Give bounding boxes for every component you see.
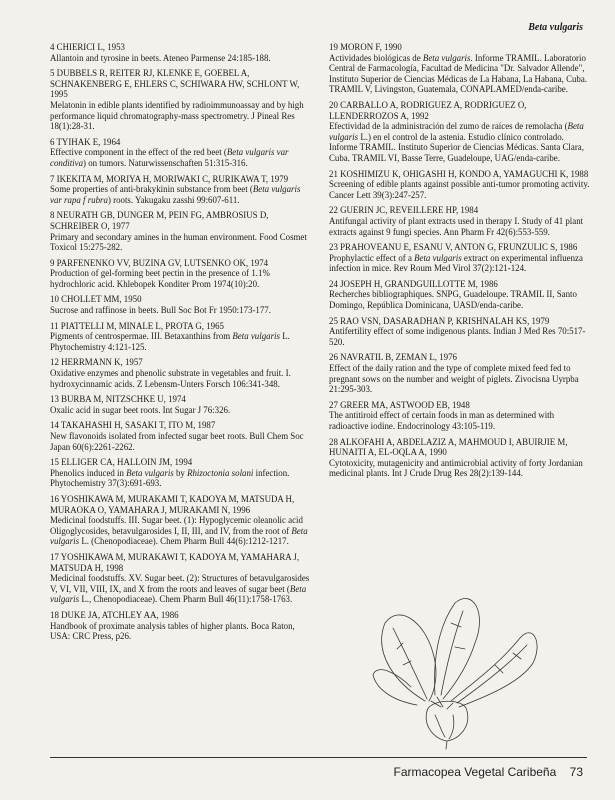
reference-authors: 5 DUBBELS R, REITER RJ, KLENKE E, GOEBEL A, SCHNAKENBERG E, EHLERS C, SCHIWARA HW, SCHLONT W, 1995 <box>50 68 300 100</box>
reference-entry <box>329 100 591 164</box>
species-name: Beta vulgaris <box>50 525 308 547</box>
reference-authors: 27 GREER MA, ASTWOOD EB, 1948 <box>329 399 470 410</box>
reference-authors: 19 MORON F, 1990 <box>329 42 402 52</box>
reference-authors: 24 JOSEPH H, GRANDGUILLOTTE M, 1986 <box>329 278 498 289</box>
reference-authors: 12 HERRMANN K, 1957 <box>50 357 143 368</box>
species-name: Beta vulgaris <box>50 583 307 605</box>
species-name: Beta vulgaris <box>232 331 280 342</box>
reference-citation: Effective component in the effect of the red beet (Beta vulgaris var conditiva) on tumors. Naturwissenschaften 51:315-316. <box>50 147 289 168</box>
reference-entry <box>329 437 591 479</box>
reference-entry <box>329 279 591 311</box>
reference-citation: Medicinal foodstuffs. III. Sugar beet. (1): Hypoglycemic oleanolic acid Oligoglycosides, betavulgarosides I, II, III, and IV, from the root of Beta vulgaris L. (Chenopodiaceae). Chem Pharm Bull 44(6):1212-1217. <box>50 515 308 547</box>
reference-authors: 8 NEURATH GB, DUNGER M, PEIN FG, AMBROSIUS D, SCHREIBER O, 1977 <box>50 210 269 231</box>
reference-authors: 13 BURBA M, NITZSCHKE U, 1974 <box>50 394 186 405</box>
reference-authors: 22 GUERIN JC, REVEILLERE HP, 1984 <box>329 205 479 216</box>
species-name: Beta vulgaris var conditiva <box>50 147 289 168</box>
reference-entry <box>329 205 591 237</box>
reference-entry <box>50 457 312 489</box>
reference-citation: Melatonin in edible plants identified by radioimmunoassay and by high performance liquid chromatography-mass spectrometry. J Pineal Res 18(1):28-31. <box>50 99 304 132</box>
reference-entry <box>50 210 312 252</box>
species-name: Beta vulgaris var rapa f rubra <box>50 184 301 205</box>
beet-illustration <box>355 583 555 751</box>
reference-citation: Phenolics induced in Beta vulgaris by Rhizoctonia solani infection. Phytochemistry 37(3):691-693. <box>50 467 290 489</box>
reference-citation: Antifungal activity of plant extracts used in therapy I. Study of 41 plant extracts against 9 fungi species. Ann Pharm Fr 42(6):553-559. <box>329 215 584 237</box>
reference-citation: Antifertility effect of some indigenous plants. Indian J Med Res 70:517-520. <box>329 326 586 347</box>
reference-entry <box>50 137 312 169</box>
reference-citation: Some properties of anti-brakykinin substance from beet (Beta vulgaris var rapa f rubra) roots. Yakugaku zasshi 99:607-611. <box>50 184 301 205</box>
reference-authors: 6 TYIHAK E, 1964 <box>50 136 121 147</box>
running-head: Beta vulgaris <box>528 22 583 33</box>
reference-entry <box>50 174 312 206</box>
references-right-column <box>329 42 591 484</box>
reference-citation: Handbook of proximate analysis tables of higher plants. Boca Raton, USA: CRC Press, p26. <box>50 620 295 642</box>
species-name: Beta vulgaris <box>414 252 462 263</box>
reference-authors: 9 PARFENENKO VV, BUZINA GV, LUTSENKO OK, 1974 <box>50 257 269 268</box>
reference-entry <box>50 42 312 63</box>
species-name: Beta vulgaris <box>126 467 174 478</box>
reference-authors: 7 IKEKITA M, MORIYA H, MORIWAKI C, RURIKAWA T, 1979 <box>50 173 289 184</box>
reference-citation: Pigments of centrospermae. III. Betaxanthins from Beta vulgaris L. Phytochemistry 4:121-125. <box>50 331 290 352</box>
reference-citation: Production of gel-forming beet pectin in the presence of 1.1% hydrochloric acid. Khlebopek Konditer Prom 1974(10):20. <box>50 268 270 289</box>
reference-citation: Medicinal foodstuffs. XV. Sugar beet. (2): Structures of betavulgarosides V, VI, VII, VIII, IX, and X from the roots and leaves of sugar beet (Beta vulgaris L., Chenopodiaceae). Chem Pharm Bull 46(11):1758-1763. <box>50 573 310 605</box>
reference-authors: 18 DUKE JA, ATCHLEY AA, 1986 <box>50 609 179 620</box>
references-left-column <box>50 42 312 647</box>
page-number: 73 <box>569 765 583 779</box>
reference-entry <box>50 394 312 415</box>
reference-citation: Cytotoxicity, mutagenicity and antimicrobial activity of forty Jordanian medicinal plants. Int J Crude Drug Res 28(2):139-144. <box>329 457 583 479</box>
reference-authors: 25 RAO VSN, DASARADHAN P, KRISHNALAH KS, 1979 <box>329 315 550 326</box>
reference-entry <box>50 420 312 452</box>
reference-authors: 4 CHIERICI L, 1953 <box>50 42 125 52</box>
reference-citation: Screening of edible plants against possible anti-tumor promoting activity. Cancer Lett 39(3):247-257. <box>329 179 590 200</box>
reference-entry <box>50 610 312 642</box>
species-name: Rhizoctonia solani <box>187 467 254 478</box>
reference-citation: Efectividad de la administración del zumo de raíces de remolacha (Beta vulgaris L.) en el control de la astenia. Estudio clínico controlado. Informe TRAMIL. Instituto Superior de Ciencias Médicas. Santa Clara, Cuba. TRAMIL VI, Basse Terre, Guadeloupe, UAG/enda-caribe. <box>329 121 584 163</box>
reference-authors: 11 PIATTELLI M, MINALE L, PROTA G, 1965 <box>50 320 224 331</box>
reference-citation: Oxalic acid in sugar beet roots. Int Sugar J 76:326. <box>50 404 231 415</box>
footer-rule <box>50 757 587 758</box>
reference-authors: 15 ELLIGER CA, HALLOIN JM, 1994 <box>50 457 193 468</box>
reference-entry <box>329 169 591 201</box>
species-name: Beta vulgaris <box>422 52 471 63</box>
reference-authors: 23 PRAHOVEANU E, ESANU V, ANTON G, FRUNZULIC S, 1986 <box>329 242 578 253</box>
reference-entry <box>329 400 591 432</box>
reference-entry <box>329 42 591 95</box>
reference-citation: New flavonoids isolated from infected sugar beet roots. Bull Chem Soc Japan 60(6):2261-2262. <box>50 431 304 452</box>
reference-entry <box>50 321 312 353</box>
reference-entry <box>329 242 591 274</box>
reference-citation: Actividades biológicas de Beta vulgaris. Informe TRAMIL. Laboratorio Central de Farmacología, Facultad de Medicina "Dr. Salvador Allende", Instituto Superior de Ciencias Médicas de La Habana, La Habana, Cuba. TRAMIL V, Livingston, Guatemala, CONAPLAMED/enda-caribe. <box>329 52 588 95</box>
reference-entry <box>329 352 591 394</box>
reference-authors: 10 CHOLLET MM, 1950 <box>50 294 142 305</box>
species-name: Beta vulgaris <box>329 121 584 142</box>
reference-citation: The antitiroid effect of certain foods in man as determined with radioactive iodine. Endocrinology 43:105-119. <box>329 410 555 431</box>
page-footer <box>394 765 583 779</box>
reference-authors: 26 NAVRATIL B, ZEMAN L, 1976 <box>329 352 457 363</box>
reference-entry <box>50 494 312 547</box>
reference-entry <box>50 68 312 132</box>
reference-citation: Sucrose and raffinose in beets. Bull Soc Bot Fr 1950:173-177. <box>50 305 271 316</box>
reference-entry <box>50 552 312 605</box>
footer-book-title: Farmacopea Vegetal Caribeña <box>393 765 557 779</box>
reference-entry <box>329 316 591 348</box>
reference-citation: Primary and secondary amines in the human environment. Food Cosmet Toxicol 15:275-282. <box>50 231 307 253</box>
reference-citation: Recherches bibliographiques. SNPG, Guadeloupe. TRAMIL II, Santo Domingo, República Dominicana, UASD/enda-caribe. <box>329 289 577 311</box>
reference-entry <box>50 294 312 315</box>
reference-authors: 20 CARBALLO A, RODRIGUEZ A, RODRIGUEZ O, LLENDERROZOS A, 1992 <box>329 99 527 121</box>
reference-authors: 17 YOSHIKAWA M, MURAKAWI T, KADOYA M, YAMAHARA J, MATSUDA H, 1998 <box>50 551 300 573</box>
reference-entry <box>50 357 312 389</box>
reference-citation: Prophylactic effect of a Beta vulgaris extract on experimental influenza infection in mice. Rev Roum Med Virol 37(2):121-124. <box>329 252 583 274</box>
reference-citation: Effect of the daily ration and the type of complete mixed feed fed to pregnant sows on the number and weight of piglets. Zivocisna Uyrpba 21:295-303. <box>329 363 579 395</box>
reference-entry <box>50 258 312 290</box>
reference-authors: 28 ALKOFAHI A, ABDELAZIZ A, MAHMOUD I, ABUIRJIE M, HUNAITI A, EL-OQLA A, 1990 <box>329 436 568 458</box>
reference-citation: Allantoin and tyrosine in beets. Ateneo Parmense 24:185-188. <box>50 52 271 63</box>
reference-authors: 14 TAKAHASHI H, SASAKI T, ITO M, 1987 <box>50 420 216 431</box>
reference-citation: Oxidative enzymes and phenolic substrate in vegetables and fruit. I. hydroxycinnamic acids. Z Lebensm-Unters Forsch 106:341-348. <box>50 368 291 389</box>
reference-authors: 21 KOSHIMIZU K, OHIGASHI H, KONDO A, YAMAGUCHI K, 1988 <box>329 168 589 179</box>
reference-authors: 16 YOSHIKAWA M, MURAKAMI T, KADOYA M, MATSUDA H, MURAOKA O, YAMAHARA J, MURAKAMI N, 1996 <box>50 493 295 515</box>
